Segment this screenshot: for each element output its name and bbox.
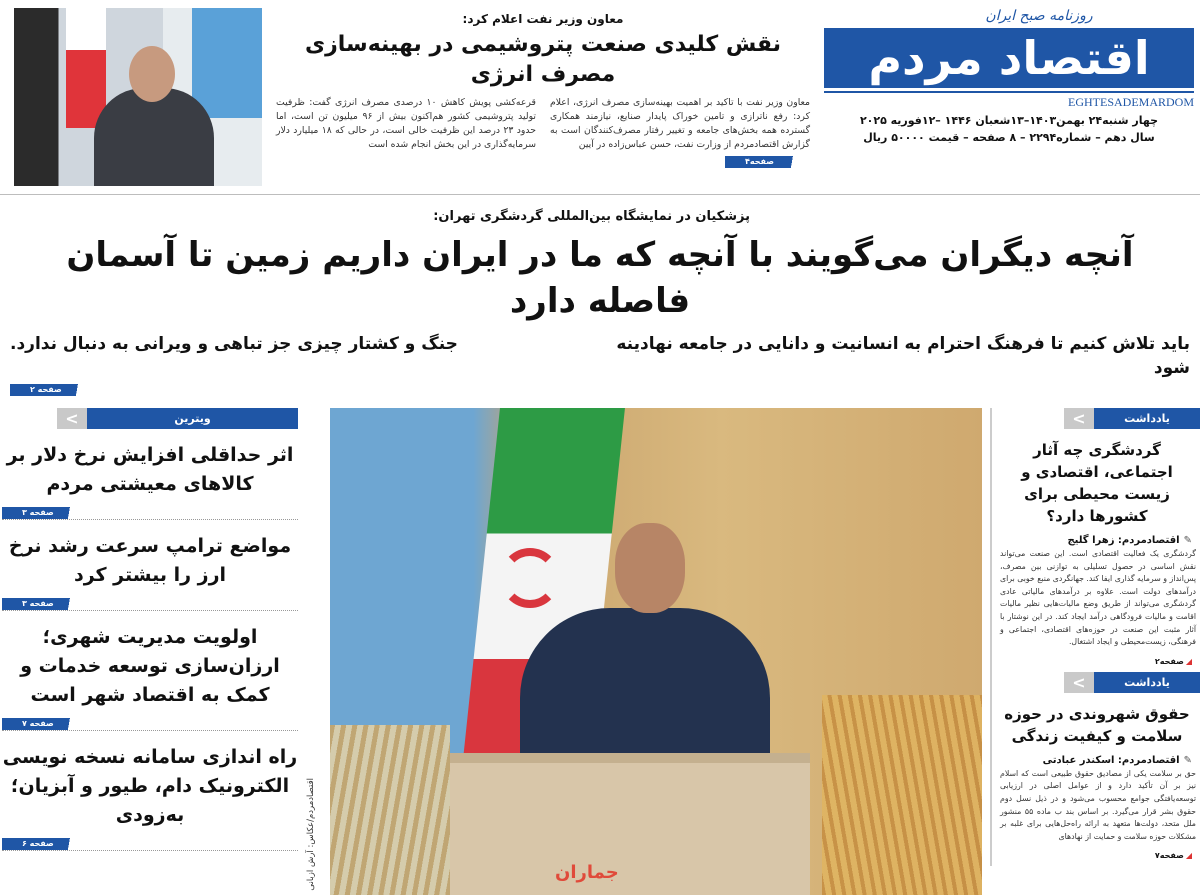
showcase-column — [0, 408, 298, 851]
section-header-note — [1064, 672, 1200, 693]
issue-date: چهار شنبه۲۴ بهمن۱۴۰۳–۱۳شعبان ۱۴۴۶ –۱۲فوریه ۲۰۲۵ — [859, 114, 1159, 127]
lead-kicker: پزشکیان در نمایشگاه بین‌المللی گردشگری تهران: — [433, 209, 750, 224]
page-tag-label: صفحه ۶ — [22, 839, 54, 848]
item-headline[interactable]: راه اندازی سامانه نسخه نویسی الکترونیک دام، طیور و آبزیان؛ به‌زودی — [2, 746, 298, 826]
author-name: اقتصادمردم: اسکندر عبادتی — [1042, 754, 1180, 766]
chevron-left-icon: < — [1064, 408, 1094, 429]
note-page-link[interactable] — [994, 657, 1200, 666]
pen-icon: ✎ — [1183, 754, 1192, 766]
teaser-body-left: قرعه‌کشی پویش کاهش ۱۰ درصدی مصرف انرژی گفت: ظرفیت تولید پتروشیمی کشور هم‌اکنون بیش از ۹۶ میلیون تن است، اما حدود ۲۳ درصد این ظرفیت خالی است، در حالی که ۱۸ میلیارد دلار سرمایه‌گذاری در این بخش انجام شده است — [276, 97, 536, 150]
item-divider — [2, 598, 298, 611]
teaser-headline[interactable]: نقش کلیدی صنعت پتروشیمی در بهینه‌سازی مصرف انرژی — [304, 32, 782, 87]
photo-speaker-head — [615, 523, 685, 613]
item-divider — [2, 507, 298, 520]
page-tag-label: صفحه ۳ — [22, 599, 54, 608]
list-item[interactable] — [2, 532, 298, 590]
page-tag-label: صفحه ۳ — [22, 508, 54, 517]
photo-podium — [450, 753, 810, 895]
newspaper-logo: اقتصاد مردم — [824, 28, 1194, 88]
page-label: صفحه۷ — [1154, 851, 1184, 861]
item-headline[interactable]: مواضع ترامپ سرعت رشد نرخ ارز را بیشتر کرد — [8, 535, 292, 586]
list-item[interactable] — [2, 743, 298, 830]
page-tag[interactable] — [2, 598, 87, 610]
note-author — [994, 755, 1200, 766]
columns — [0, 402, 1200, 895]
front-page-header — [0, 0, 1200, 194]
logo-latin-name: EGHTESADEMARDOM — [824, 91, 1194, 110]
teaser-photo — [14, 8, 262, 186]
note-article[interactable] — [994, 672, 1200, 861]
note-body: حق بر سلامت یکی از مصادیق حقوق طبیعی است که اسلام نیز بر آن تأکید دارد و از عوامل اصلی در ارزیابی توسعه‌یافتگی جوامع محسوب می‌شود و در ذیل نسل دوم حقوق بشر قرار می‌گیرد. بر اساس بند ب ماده ۵۵ منشور ملل متحد، دولت‌ها متعهد به ارائه راه‌حل‌هایی برای غلبه بر مشکلات حوزه سلامت و حمایت از نهادهای — [1000, 768, 1196, 841]
page-tag-label: صفحه ۷ — [22, 719, 54, 728]
lead-photo — [330, 408, 982, 895]
item-divider — [2, 838, 298, 851]
list-item[interactable] — [2, 623, 298, 710]
note-article[interactable] — [994, 408, 1200, 666]
photo-wheat-left — [330, 725, 450, 895]
section-header-showcase — [57, 408, 298, 429]
photo-flag-emblem — [500, 548, 560, 608]
section-header-note — [1064, 408, 1200, 429]
photo-credit: اقتصادمردم/عکاس: آرش ازبانی — [306, 778, 316, 891]
page-tag[interactable] — [2, 507, 87, 519]
page-tag-label: صفحه ۲ — [30, 385, 62, 394]
notes-column — [990, 408, 1200, 866]
page-marker-icon: ◢ — [1185, 851, 1192, 861]
teaser-article[interactable] — [276, 8, 810, 168]
pen-icon: ✎ — [1183, 535, 1192, 546]
page-marker-icon: ◢ — [1185, 656, 1192, 666]
lead-headline[interactable]: آنچه دیگران می‌گویند با آنچه که ما در ایران داریم زمین تا آسمان فاصله دارد — [66, 235, 1134, 321]
item-headline[interactable]: اثر حداقلی افزایش نرخ دلار بر کالاهای معیشتی مردم — [6, 444, 294, 495]
lead-subhead-left: جنگ و کشتار چیزی جز تباهی و ویرانی به دنبال ندارد. — [10, 334, 458, 354]
chevron-left-icon: < — [57, 408, 87, 429]
page-label: صفحه۲ — [1154, 656, 1184, 666]
logo-tagline: روزنامه صبح ایران — [985, 8, 1093, 24]
section-title: یادداشت — [1094, 672, 1200, 693]
note-body: گردشگری یک فعالیت اقتصادی است. این صنعت می‌تواند نقش اساسی در حصول تسلیلی به توازنی بین مصرف، پس‌انداز و سرمایه گذاری ایفا کند. جهانگردی منبع خوبی برای درآمدهای دولت است. علاوه بر درآمدهای مالیاتی عادی گردشگری می‌تواند از طریق وضع مالیات‌هایی نظیر مالیات اقامت و مالیات فرودگاهی درآمد ایجاد کند. در این نوشتار با آثار مثبت این صنعت در حوزه‌های اقتصادی، اجتماعی و فرهنگی، زیست‌محیطی و ایجاد اشتغال. — [1000, 549, 1196, 647]
note-page-link[interactable] — [994, 851, 1200, 860]
note-headline[interactable]: حقوق شهروندی در حوزه سلامت و کیفیت زندگی — [1004, 704, 1190, 745]
note-headline[interactable]: گردشگری چه آثار اجتماعی، اقتصادی و زیست محیطی برای کشورها دارد؟ — [1021, 441, 1173, 525]
lead-subhead-right: باید تلاش کنیم تا فرهنگ احترام به انسانیت و دانایی در جامعه نهادینه شود — [616, 334, 1190, 378]
page-tag[interactable] — [2, 718, 87, 730]
teaser-kicker: معاون وزیر نفت اعلام کرد: — [462, 12, 624, 26]
photo-flag — [66, 8, 106, 128]
photo-watermark: جماران — [555, 862, 619, 883]
list-item[interactable] — [2, 441, 298, 499]
photo-wheat-right — [822, 695, 982, 895]
teaser-body-right: معاون وزیر نفت با تاکید بر اهمیت بهینه‌سازی مصرف انرژی، اعلام کرد: رفع ناترازی و تامین خوراک پایدار صنایع، نیازمند همکاری گسترده همه بخش‌های جامعه و تغییر رفتار مصرف‌کنندگان است به گزارش اقتصادمردم از وزارت نفت، حسن عباس‌زاده در آیین — [550, 97, 810, 150]
section-title: یادداشت — [1094, 408, 1200, 429]
page-tag[interactable] — [2, 838, 87, 850]
photo-person-head — [129, 46, 175, 102]
author-name: اقتصادمردم: زهرا گلیج — [1067, 535, 1180, 546]
chevron-left-icon: < — [1064, 672, 1094, 693]
photo-backdrop — [192, 8, 262, 118]
teaser-page-tag[interactable] — [725, 156, 810, 168]
note-author — [994, 535, 1200, 546]
lead-page-tag[interactable] — [10, 384, 95, 396]
masthead — [824, 8, 1194, 144]
photo-person — [94, 88, 214, 186]
page-tag-label: صفحه۴ — [745, 157, 774, 166]
lead-story — [0, 195, 1200, 402]
section-title: ویترین — [87, 408, 298, 429]
item-headline[interactable]: اولویت مدیریت شهری؛ ارزان‌سازی توسعه خدمات و کمک به اقتصاد شهر است — [20, 626, 280, 706]
issue-info: سال دهم – شماره۲۲۹۴ – ۸ صفحه – قیمت ۵۰۰۰۰ ریال — [863, 131, 1155, 144]
item-divider — [2, 718, 298, 731]
